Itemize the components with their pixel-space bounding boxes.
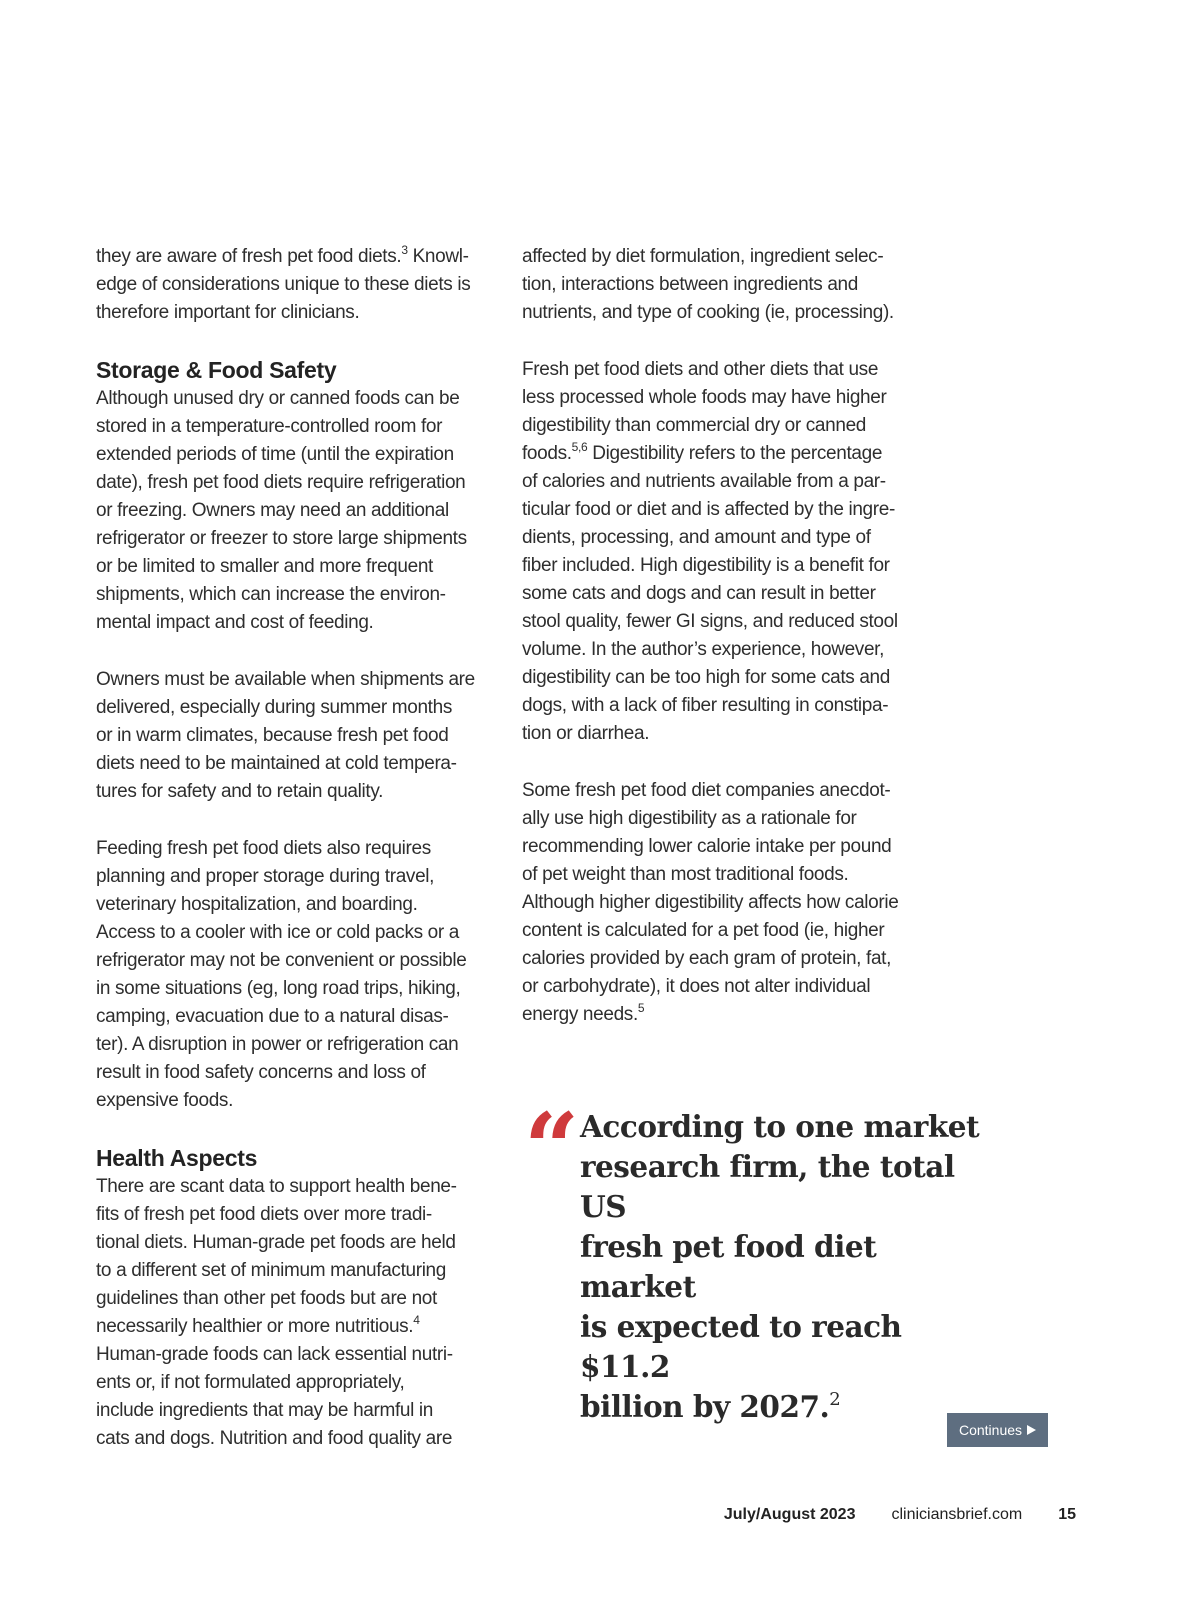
continues-button[interactable] (947, 1413, 1048, 1447)
reference-superscript: 4 (413, 1313, 420, 1327)
pull-quote (524, 1092, 984, 1427)
intro-paragraph (96, 243, 496, 327)
reference-superscript: 2 (829, 1389, 841, 1410)
storage-food-safety-heading: Storage & Food Safety (96, 357, 337, 383)
health-text: There are scant data to support health bene- fits of fresh pet food diets over more tradi- tional diets. Human-grade pet foods are held to a different set of minimum manufacturing guidelines than other pet foods but are not necessarily healthier or more nutritious. (96, 1176, 457, 1337)
storage-paragraph-2: Owners must be available when shipments are delivered, especially during summer months or in warm climates, because fresh pet food diets need to be maintained at cold tempera- tures for safety and to retain quality. (96, 669, 475, 802)
continues-button-label: Continues (958, 1422, 1023, 1438)
intro-text: they are aware of fresh pet food diets. (96, 246, 402, 267)
pull-quote-text (580, 1107, 984, 1427)
calorie-paragraph (522, 777, 922, 1029)
intro-text-rest: Knowl- edge of considerations unique to these diets is therefore important for clinicians. (96, 246, 471, 323)
calorie-text: Some fresh pet food diet companies anecdot- ally use high digestibility as a rationale for recommending lower calorie intake per pound of pet weight than most traditional foods. Although higher digestibility affects how calorie content is calculated for a pet food (ie, higher calories provided by each gram of protein, fat, or carbohydrate), it does not alter individual energy needs. (522, 780, 899, 1025)
digestibility-paragraph (522, 356, 922, 748)
pull-quote-body: According to one market research firm, the total US fresh pet food diet market is expected to reach $11.2 billion by 2027. (580, 1109, 980, 1424)
right-paragraph-1: affected by diet formulation, ingredient selec- tion, interactions between ingredients and nutrients, and type of cooking (ie, processing). (522, 246, 894, 323)
left-column (96, 243, 496, 1482)
site-link[interactable]: cliniciansbrief.com (891, 1506, 1023, 1523)
reference-superscript: 5 (637, 1001, 645, 1015)
right-column (522, 243, 922, 1058)
health-text-rest: Human-grade foods can lack essential nutri- ents or, if not formulated appropriately, include ingredients that may be harmful in cats and dogs. Nutrition and food quality are (96, 1344, 453, 1449)
digestibility-text-rest: Digestibility refers to the percentage of calories and nutrients available from a par- ticular food or diet and is affected by the ingre- dients, processing, and amount and type of fiber included. High digestibility is a benefit for some cats and dogs and can result in better stool quality, fewer GI signs, and reduced stool volume. In the author’s experience, however, digestibility can be too high for some cats and dogs, with a lack of fiber resulting in constipa- tion or diarrhea. (522, 443, 898, 744)
play-arrow-icon (1027, 1425, 1036, 1435)
digestibility-text: Fresh pet food diets and other diets that use less processed whole foods may have higher digestibility than commercial dry or canned foods. (522, 359, 887, 464)
page-number: 15 (1058, 1506, 1076, 1523)
reference-superscript: 3 (401, 243, 408, 257)
issue-date: July/August 2023 (723, 1506, 856, 1523)
health-paragraph-1 (96, 1173, 496, 1453)
health-aspects-heading: Health Aspects (96, 1145, 258, 1171)
storage-paragraph-3: Feeding fresh pet food diets also requires planning and proper storage during travel, veterinary hospitalization, and boarding. Access to a cooler with ice or cold packs or a refrigerator may not be convenient or possible in some situations (eg, long road trips, hiking, camping, evacuation due to a natural disas- ter). A disruption in power or refrigeration can result in food safety concerns and loss of expensive foods. (96, 838, 467, 1111)
page-footer (724, 1506, 1076, 1524)
quote-mark-icon: “ (524, 1092, 580, 1205)
storage-paragraph-1: Although unused dry or canned foods can be stored in a temperature-controlled room for extended periods of time (until the expiration date), fresh pet food diets require refrigeration or freezing. Owners may need an additional refrigerator or freezer to store large shipments or be limited to smaller and more frequent shipments, which can increase the environ- mental impact and cost of feeding. (96, 388, 467, 633)
reference-superscript: 5,6 (571, 440, 588, 454)
